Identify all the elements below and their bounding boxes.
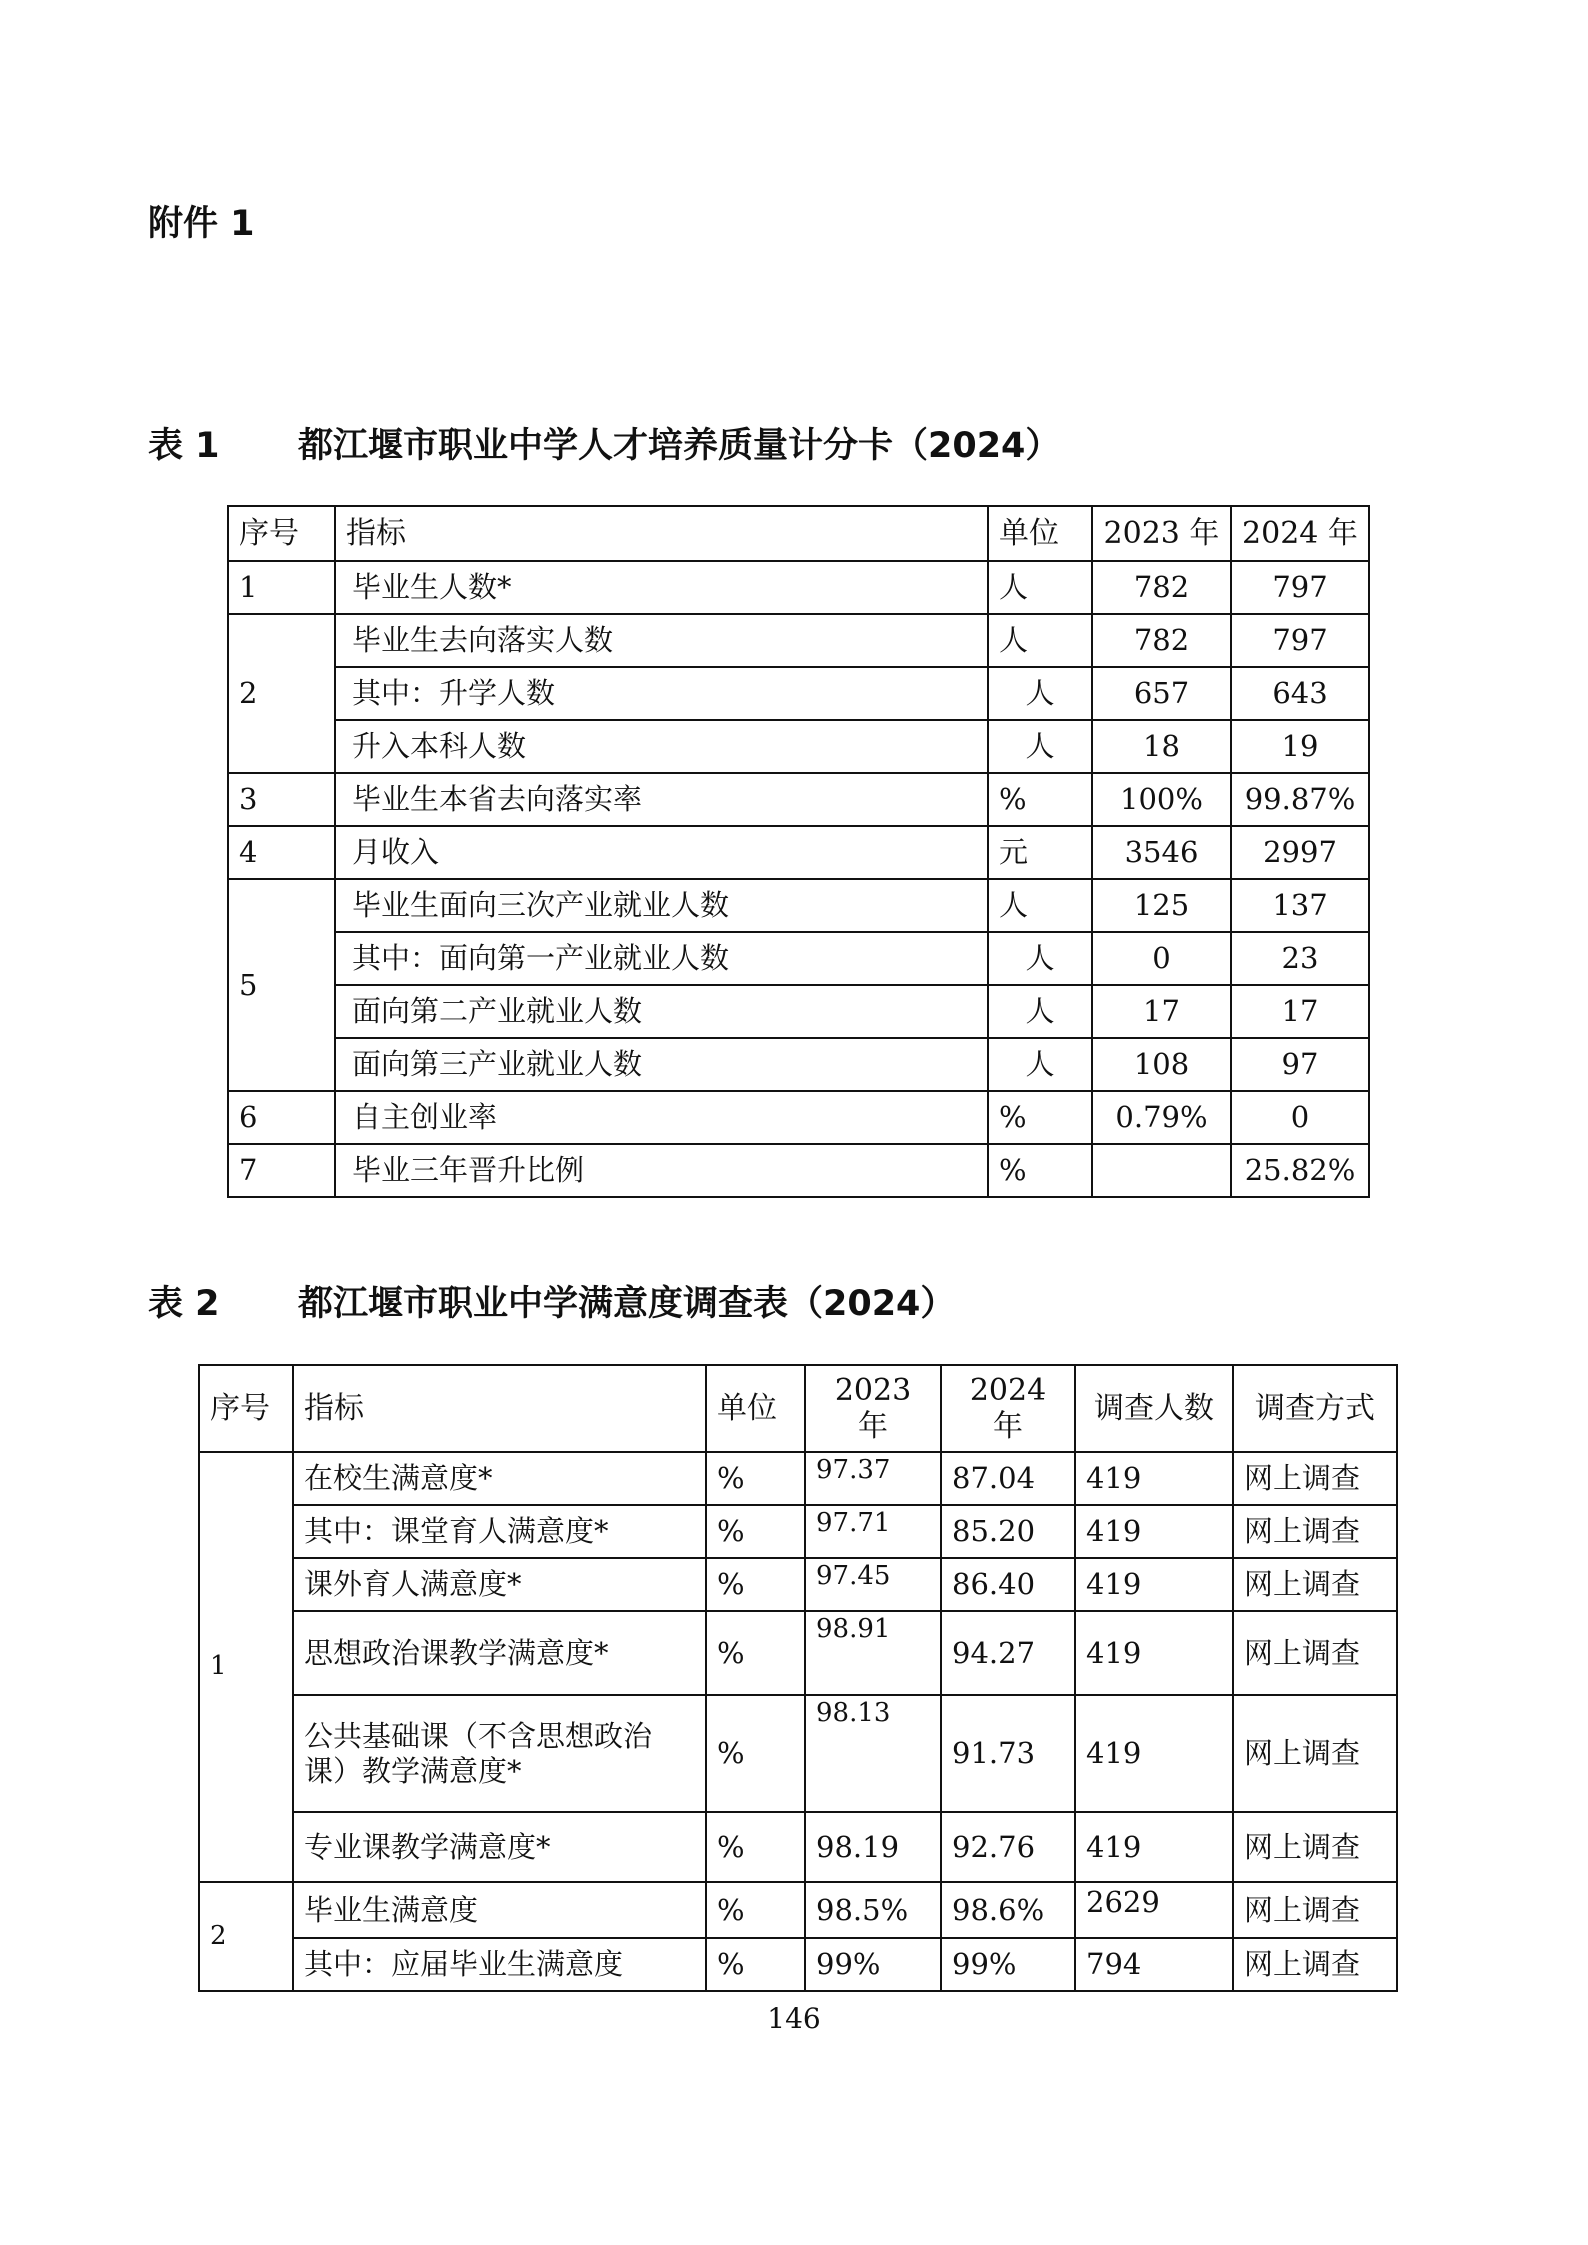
table-row — [228, 773, 1369, 826]
unit-cell: 人 — [988, 985, 1092, 1038]
value-2024-cell: 92.76 — [941, 1812, 1075, 1882]
value-2024-cell: 0 — [1231, 1091, 1369, 1144]
table2-header-cell: 指标 — [293, 1365, 706, 1452]
seq-cell: 2 — [228, 614, 335, 773]
value-2024-cell: 643 — [1231, 667, 1369, 720]
value-2024-cell: 85.20 — [941, 1505, 1075, 1558]
survey-method-cell: 网上调查 — [1233, 1882, 1397, 1938]
table-row — [199, 1505, 1397, 1558]
survey-method-cell: 网上调查 — [1233, 1505, 1397, 1558]
table-row — [228, 614, 1369, 667]
value-2024-cell: 99.87% — [1231, 773, 1369, 826]
value-2024-cell: 97 — [1231, 1038, 1369, 1091]
seq-cell: 6 — [228, 1091, 335, 1144]
table2-caption — [148, 1276, 955, 1326]
value-2024-cell: 797 — [1231, 614, 1369, 667]
value-2023-cell: 657 — [1092, 667, 1231, 720]
table1-header-cell: 2023 年 — [1092, 506, 1231, 561]
indicator-cell: 课外育人满意度* — [293, 1558, 706, 1611]
value-2023-cell: 99% — [805, 1938, 941, 1991]
unit-cell: % — [706, 1695, 805, 1812]
table2-header-cell: 调查方式 — [1233, 1365, 1397, 1452]
unit-cell: % — [706, 1505, 805, 1558]
value-2024-cell: 99% — [941, 1938, 1075, 1991]
survey-count-cell: 794 — [1075, 1938, 1233, 1991]
unit-cell: 人 — [988, 1038, 1092, 1091]
indicator-cell: 思想政治课教学满意度* — [293, 1611, 706, 1695]
table-row — [228, 1091, 1369, 1144]
unit-cell: % — [988, 1144, 1092, 1197]
seq-cell: 2 — [199, 1882, 293, 1991]
unit-cell: 人 — [988, 667, 1092, 720]
value-2023-cell: 98.5% — [805, 1882, 941, 1938]
table-row — [199, 1938, 1397, 1991]
table-row — [228, 879, 1369, 932]
seq-cell: 7 — [228, 1144, 335, 1197]
seq-cell: 5 — [228, 879, 335, 1091]
survey-count-cell: 419 — [1075, 1505, 1233, 1558]
unit-cell: 人 — [988, 932, 1092, 985]
unit-cell: 人 — [988, 879, 1092, 932]
table-row — [199, 1695, 1397, 1812]
survey-method-cell: 网上调查 — [1233, 1695, 1397, 1812]
table2-header-cell: 调查人数 — [1075, 1365, 1233, 1452]
table1-scorecard — [227, 505, 1370, 1198]
table2-body — [199, 1365, 1397, 1991]
table-row — [199, 1558, 1397, 1611]
value-2024-cell: 17 — [1231, 985, 1369, 1038]
value-2023-cell: 0.79% — [1092, 1091, 1231, 1144]
table-row — [228, 561, 1369, 614]
value-2024-cell: 94.27 — [941, 1611, 1075, 1695]
table1-header-cell: 单位 — [988, 506, 1092, 561]
value-2023-cell: 98.13 — [805, 1695, 941, 1812]
value-2023-cell: 782 — [1092, 561, 1231, 614]
seq-cell: 1 — [228, 561, 335, 614]
value-2024-cell: 87.04 — [941, 1452, 1075, 1505]
value-2024-cell: 91.73 — [941, 1695, 1075, 1812]
indicator-cell: 毕业生面向三次产业就业人数 — [335, 879, 988, 932]
table2-number: 表 2 — [148, 1284, 220, 1324]
table-row — [228, 826, 1369, 879]
value-2023-cell: 17 — [1092, 985, 1231, 1038]
unit-cell: % — [988, 1091, 1092, 1144]
indicator-cell: 面向第二产业就业人数 — [335, 985, 988, 1038]
table1-number: 表 1 — [148, 426, 220, 466]
table1-header-row — [228, 506, 1369, 561]
indicator-cell: 其中：升学人数 — [335, 667, 988, 720]
value-2024-cell: 98.6% — [941, 1882, 1075, 1938]
survey-count-cell: 419 — [1075, 1558, 1233, 1611]
table2-header-cell: 序号 — [199, 1365, 293, 1452]
survey-count-cell: 419 — [1075, 1611, 1233, 1695]
indicator-cell: 其中：应届毕业生满意度 — [293, 1938, 706, 1991]
value-2024-cell: 137 — [1231, 879, 1369, 932]
table2-satisfaction — [198, 1364, 1398, 1992]
unit-cell: 人 — [988, 561, 1092, 614]
value-2023-cell: 3546 — [1092, 826, 1231, 879]
seq-cell: 3 — [228, 773, 335, 826]
survey-count-cell: 419 — [1075, 1452, 1233, 1505]
value-2023-cell: 0 — [1092, 932, 1231, 985]
unit-cell: % — [706, 1812, 805, 1882]
survey-method-cell: 网上调查 — [1233, 1611, 1397, 1695]
unit-cell: % — [706, 1938, 805, 1991]
table-row — [228, 720, 1369, 773]
table-row — [228, 1038, 1369, 1091]
indicator-cell: 自主创业率 — [335, 1091, 988, 1144]
survey-method-cell: 网上调查 — [1233, 1558, 1397, 1611]
indicator-cell: 在校生满意度* — [293, 1452, 706, 1505]
value-2024-cell: 19 — [1231, 720, 1369, 773]
survey-count-cell: 419 — [1075, 1695, 1233, 1812]
survey-method-cell: 网上调查 — [1233, 1812, 1397, 1882]
annex-title: 附件 1 — [148, 204, 255, 244]
table-row — [228, 985, 1369, 1038]
table-row — [199, 1882, 1397, 1938]
table1-header-cell: 2024 年 — [1231, 506, 1369, 561]
table2-header-cell: 2024 年 — [941, 1365, 1075, 1452]
table2-header-row — [199, 1365, 1397, 1452]
value-2023-cell: 97.37 — [805, 1452, 941, 1505]
survey-count-cell: 2629 — [1075, 1882, 1233, 1938]
value-2024-cell: 2997 — [1231, 826, 1369, 879]
table2-title: 都江堰市职业中学满意度调查表（2024） — [298, 1284, 956, 1324]
table1-header-cell: 序号 — [228, 506, 335, 561]
indicator-cell: 毕业生本省去向落实率 — [335, 773, 988, 826]
indicator-cell: 面向第三产业就业人数 — [335, 1038, 988, 1091]
unit-cell: % — [706, 1882, 805, 1938]
table1-caption — [148, 418, 1060, 468]
value-2023-cell: 782 — [1092, 614, 1231, 667]
value-2024-cell: 23 — [1231, 932, 1369, 985]
value-2023-cell: 97.45 — [805, 1558, 941, 1611]
table-row — [228, 667, 1369, 720]
value-2023-cell: 100% — [1092, 773, 1231, 826]
survey-method-cell: 网上调查 — [1233, 1938, 1397, 1991]
table1-header-cell: 指标 — [335, 506, 988, 561]
indicator-cell: 其中：课堂育人满意度* — [293, 1505, 706, 1558]
unit-cell: % — [706, 1452, 805, 1505]
table-row — [199, 1452, 1397, 1505]
table-row — [199, 1611, 1397, 1695]
indicator-cell: 毕业生满意度 — [293, 1882, 706, 1938]
indicator-cell: 专业课教学满意度* — [293, 1812, 706, 1882]
unit-cell: 元 — [988, 826, 1092, 879]
value-2023-cell: 98.19 — [805, 1812, 941, 1882]
unit-cell: 人 — [988, 720, 1092, 773]
value-2023-cell: 125 — [1092, 879, 1231, 932]
value-2024-cell: 797 — [1231, 561, 1369, 614]
unit-cell: % — [706, 1611, 805, 1695]
survey-count-cell: 419 — [1075, 1812, 1233, 1882]
indicator-cell: 公共基础课（不含思想政治课）教学满意度* — [293, 1695, 706, 1812]
value-2024-cell: 86.40 — [941, 1558, 1075, 1611]
table-row — [228, 1144, 1369, 1197]
table1-body — [228, 506, 1369, 1197]
value-2023-cell: 108 — [1092, 1038, 1231, 1091]
table-row — [228, 932, 1369, 985]
table-row — [199, 1812, 1397, 1882]
value-2023-cell: 97.71 — [805, 1505, 941, 1558]
page-number: 146 — [767, 2002, 821, 2035]
value-2023-cell: 98.91 — [805, 1611, 941, 1695]
unit-cell: % — [706, 1558, 805, 1611]
value-2023-cell: 18 — [1092, 720, 1231, 773]
indicator-cell: 毕业生人数* — [335, 561, 988, 614]
indicator-cell: 毕业三年晋升比例 — [335, 1144, 988, 1197]
indicator-cell: 升入本科人数 — [335, 720, 988, 773]
table1-title: 都江堰市职业中学人才培养质量计分卡（2024） — [298, 426, 1061, 466]
value-2023-cell — [1092, 1144, 1231, 1197]
table2-header-cell: 单位 — [706, 1365, 805, 1452]
seq-cell: 1 — [199, 1452, 293, 1882]
survey-method-cell: 网上调查 — [1233, 1452, 1397, 1505]
indicator-cell: 其中：面向第一产业就业人数 — [335, 932, 988, 985]
table2-header-cell: 2023 年 — [805, 1365, 941, 1452]
seq-cell: 4 — [228, 826, 335, 879]
indicator-cell: 月收入 — [335, 826, 988, 879]
value-2024-cell: 25.82% — [1231, 1144, 1369, 1197]
indicator-cell: 毕业生去向落实人数 — [335, 614, 988, 667]
unit-cell: 人 — [988, 614, 1092, 667]
unit-cell: % — [988, 773, 1092, 826]
